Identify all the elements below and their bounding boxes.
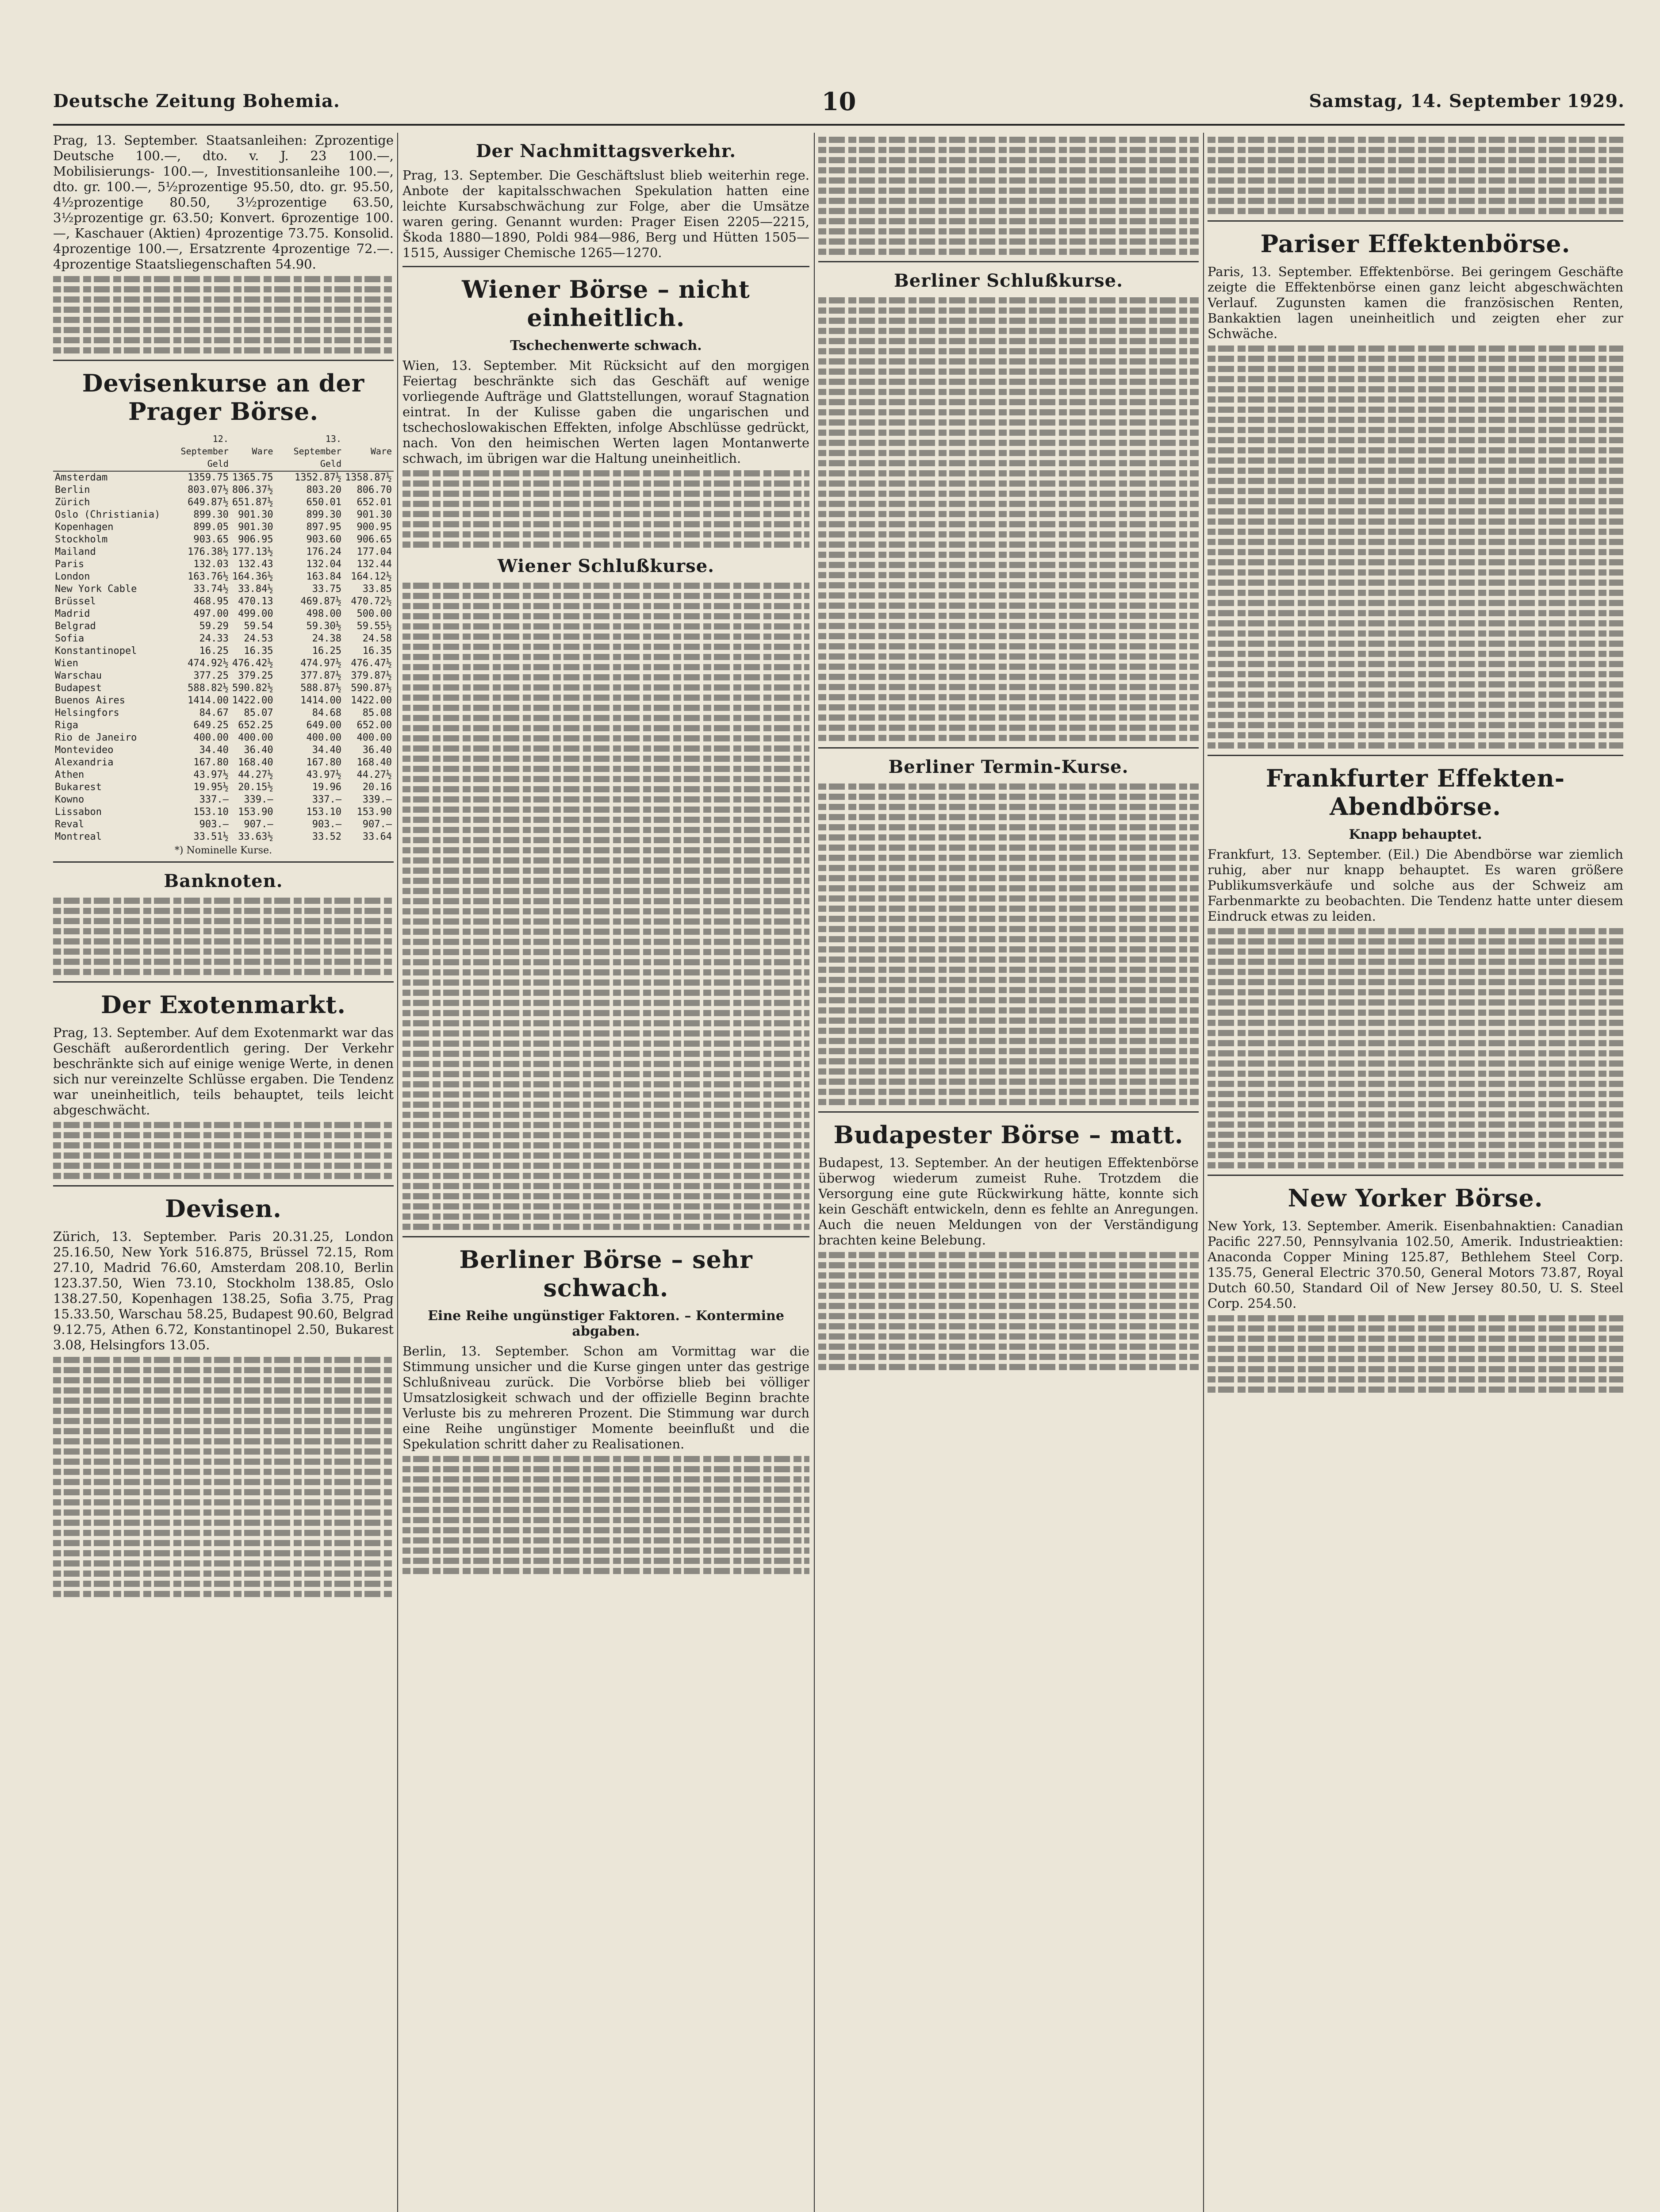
frankfurter-text: Frankfurt, 13. September. (Eil.) Die Abendbörse war ziemlich ruhig, aber nur knapp behauptet. Es waren größere Publikumsverkäufe und solche aus der Schweiz am Farbenmarkte zu beobachten. Die Tendenz hatte unter diesem Eindruck etwas zu leiden. (1208, 847, 1623, 924)
rate-cell: 132.03 (193, 559, 229, 570)
divider (53, 360, 394, 361)
rate-cell: 803.07½ (188, 484, 229, 495)
rate-cell: 85.08 (362, 707, 392, 718)
table-row (53, 682, 394, 695)
masthead-rule (53, 124, 1625, 126)
currency-name: Madrid (55, 608, 90, 619)
rate-cell: 34.40 (199, 745, 229, 756)
rate-cell: 400.00 (357, 732, 392, 743)
text-lines (1208, 346, 1623, 749)
table-row (53, 633, 394, 645)
table-row (53, 769, 394, 781)
page-number: 10 (821, 87, 856, 116)
divider (818, 747, 1199, 749)
rate-cell: 164.12½ (351, 571, 392, 582)
rate-cell: 903.— (199, 819, 229, 830)
rate-cell: 899.30 (193, 509, 229, 520)
banknoten-heading: Banknoten. (164, 871, 283, 891)
rate-cell: 806.70 (357, 484, 392, 495)
devisen-text: Zürich, 13. September. Paris 20.31.25, London 25.16.50, New York 516.875, Brüssel 72.15, Rom 27.10, Madrid 76.60, Amsterdam 208.10, Berlin 123.37.50, Wien 73.10, Stockholm 138.85, Oslo 138.27.50, Kopenhagen 138.25, Sofia 3.75, Prag 15.33.50, Warschau 58.25, Budapest 90.60, Belgrad 9.12.75, Athen 6.72, Konstantinopel 2.50, Bukarest 3.08, Helsingfors 13.05. (53, 1229, 394, 1352)
rate-cell: 476.42½ (232, 658, 273, 669)
berliner-termin-heading: Berliner Termin-Kurse. (888, 757, 1129, 777)
rate-cell: 903.— (312, 819, 342, 830)
table-row (53, 831, 394, 843)
berliner-boerse-heading: Berliner Börse – sehr schwach. (459, 1245, 753, 1302)
quote-lines (403, 583, 809, 1230)
rate-cell: 59.54 (244, 621, 273, 632)
rate-cell: 901.30 (238, 509, 273, 520)
table-row (53, 781, 394, 794)
rate-cell: 1422.00 (351, 695, 392, 706)
frankfurter-heading: Frankfurter Effekten-Abendbörse. (1265, 764, 1565, 821)
divider (1208, 1175, 1623, 1176)
rate-cell: 1352.87½ (295, 472, 342, 483)
rate-cell: 36.40 (244, 745, 273, 756)
masthead-date: Samstag, 14. September 1929. (1309, 91, 1625, 111)
table-header-cell: 13. September Geld (275, 432, 343, 471)
currency-name: Paris (55, 559, 84, 570)
rate-cell: 652.00 (357, 720, 392, 731)
rate-cell: 24.33 (199, 633, 229, 644)
currency-name: Konstantinopel (55, 645, 137, 657)
rate-cell: 153.90 (357, 806, 392, 818)
column-3 (818, 133, 1199, 2212)
divider (53, 1185, 394, 1187)
table-row (53, 521, 394, 534)
table-row (53, 620, 394, 633)
rate-cell: 16.25 (199, 645, 229, 657)
rate-cell: 19.96 (312, 782, 342, 793)
rate-cell: 167.80 (193, 757, 229, 768)
table-row (53, 546, 394, 558)
devisenkurse-table (53, 432, 394, 843)
currency-name: New York Cable (55, 584, 137, 595)
currency-name: Sofia (55, 633, 84, 644)
exotenmarkt-heading: Der Exotenmarkt. (100, 991, 346, 1019)
text-lines (818, 1252, 1199, 1370)
rate-cell: 474.97½ (300, 658, 342, 669)
rate-cell: 339.— (244, 794, 273, 805)
currency-name: Montreal (55, 831, 102, 842)
table-row (53, 806, 394, 818)
text-lines (1208, 137, 1623, 214)
table-row (53, 645, 394, 657)
rate-cell: 16.35 (244, 645, 273, 657)
quote-lines (818, 297, 1199, 741)
text-lines (1208, 928, 1623, 1168)
currency-name: Brüssel (55, 596, 96, 607)
rate-cell: 470.13 (238, 596, 273, 607)
masthead (53, 87, 1625, 122)
rate-cell: 907.— (362, 819, 392, 830)
currency-name: Belgrad (55, 621, 96, 632)
pariser-heading: Pariser Effektenbörse. (1260, 230, 1571, 258)
currency-name: Riga (55, 720, 78, 731)
rate-cell: 474.92½ (188, 658, 229, 669)
rate-cell: 400.00 (238, 732, 273, 743)
currency-name: Stockholm (55, 534, 108, 545)
divider (818, 261, 1199, 262)
budapester-text: Budapest, 13. September. An der heutigen Effektenbörse überwog wiederum zumeist Ruhe. Trotzdem die Versorgung eine gute Rückwirkung hätte, konnte sich kein Geschäft entwickeln, denn es fehlte an Anregungen. Auch die neuen Meldungen von der Verständigung brachten keine Belebung. (818, 1155, 1199, 1248)
rate-cell: 497.00 (193, 608, 229, 619)
rate-cell: 43.97½ (306, 769, 342, 780)
rate-cell: 806.37½ (232, 484, 273, 495)
frankfurter-subheading: Knapp behauptet. (1349, 827, 1482, 842)
rate-cell: 400.00 (306, 732, 342, 743)
table-row (53, 484, 394, 496)
rate-cell: 499.00 (238, 608, 273, 619)
text-lines (53, 898, 394, 975)
rate-cell: 377.25 (193, 670, 229, 681)
rate-cell: 899.05 (193, 522, 229, 533)
rate-cell: 907.— (244, 819, 273, 830)
rate-cell: 903.65 (193, 534, 229, 545)
berliner-schlusskurse-heading: Berliner Schlußkurse. (893, 270, 1123, 291)
rate-cell: 649.87½ (188, 497, 229, 508)
column-4 (1208, 133, 1623, 2212)
table-row (53, 744, 394, 757)
rate-cell: 16.25 (312, 645, 342, 657)
rate-cell: 59.30½ (306, 621, 342, 632)
rate-cell: 168.40 (357, 757, 392, 768)
rate-cell: 379.87½ (351, 670, 392, 681)
rate-cell: 498.00 (306, 608, 342, 619)
rate-cell: 500.00 (357, 608, 392, 619)
divider (53, 981, 394, 983)
rate-cell: 176.38½ (188, 546, 229, 557)
rate-cell: 377.87½ (300, 670, 342, 681)
table-row (53, 695, 394, 707)
table-row (53, 757, 394, 769)
divider (403, 1236, 809, 1237)
rate-cell: 337.— (312, 794, 342, 805)
rate-cell: 16.35 (362, 645, 392, 657)
divider (818, 1111, 1199, 1113)
rate-cell: 337.— (199, 794, 229, 805)
rate-cell: 44.27½ (357, 769, 392, 780)
quote-lines (818, 783, 1199, 1105)
column-divider (814, 133, 815, 2212)
rate-cell: 1359.75 (188, 472, 229, 483)
currency-name: Budapest (55, 683, 102, 694)
berliner-boerse-text: Berlin, 13. September. Schon am Vormittag war die Stimmung unsicher und die Kurse gingen unter das gestrige Schlußniveau zurück. Die Vorbörse blieb bei völliger Umsatzlosigkeit schwach und der offizielle Beginn brachte Verluste bis zu mehreren Prozent. Die Stimmung war durch eine Reihe ungünstiger Momente beeinflußt und die Spekulation schritt daher zu Realisationen. (403, 1344, 809, 1452)
rate-cell: 476.47½ (351, 658, 392, 669)
rate-cell: 167.80 (306, 757, 342, 768)
rate-cell: 24.53 (244, 633, 273, 644)
currency-name: Oslo (Christiania) (55, 509, 161, 520)
table-row (53, 571, 394, 583)
currency-name: Berlin (55, 484, 90, 495)
rate-cell: 590.87½ (351, 683, 392, 694)
text-lines (818, 137, 1199, 255)
rate-cell: 33.51½ (193, 831, 229, 842)
rate-cell: 400.00 (193, 732, 229, 743)
rate-cell: 1358.87½ (345, 472, 392, 483)
rate-cell: 153.10 (306, 806, 342, 818)
rate-cell: 379.25 (238, 670, 273, 681)
currency-name: Warschau (55, 670, 102, 681)
rate-cell: 132.04 (306, 559, 342, 570)
text-lines (53, 1357, 394, 1597)
table-row (53, 558, 394, 571)
rate-cell: 1414.00 (300, 695, 342, 706)
rate-cell: 1365.75 (232, 472, 273, 483)
rate-cell: 59.55½ (357, 621, 392, 632)
rate-cell: 468.95 (193, 596, 229, 607)
rate-cell: 153.90 (238, 806, 273, 818)
currency-name: Kowno (55, 794, 84, 805)
rate-cell: 177.13½ (232, 546, 273, 557)
nachmittagsverkehr-text: Prag, 13. September. Die Geschäftslust blieb weiterhin rege. Anbote der kapitalsschwachen Spekulation hatten eine leichte Kursabschwächung zur Folge, aber die Umsätze waren gering. Genannt wurden: Prager Eisen 2205—2215, Škoda 1880—1890, Poldi 984—986, Berg und Hütten 1505—1515, Aussiger Chemische 1265—1270. (403, 168, 809, 260)
rate-cell: 43.97½ (193, 769, 229, 780)
rate-cell: 163.76½ (188, 571, 229, 582)
rate-cell: 649.25 (193, 720, 229, 731)
wiener-boerse-heading: Wiener Börse – nicht einheitlich. (462, 275, 750, 332)
pariser-text: Paris, 13. September. Effektenbörse. Bei geringem Geschäfte zeigte die Effektenbörse einen ganz leicht abgeschwächten Verlauf. Zugunsten kamen die französischen Renten, Bankaktien lagen uneinheitlich und zeigten eher zur Schwäche. (1208, 264, 1623, 341)
budapester-heading: Budapester Börse – matt. (833, 1121, 1184, 1149)
footnote: *) Nominelle Kurse. (174, 845, 272, 856)
rate-cell: 132.43 (238, 559, 273, 570)
rate-cell: 33.85 (362, 584, 392, 595)
currency-name: Zürich (55, 497, 90, 508)
rate-cell: 20.16 (362, 782, 392, 793)
rate-cell: 897.95 (306, 522, 342, 533)
devisen-heading: Devisen. (165, 1194, 282, 1223)
rate-cell: 164.36½ (232, 571, 273, 582)
exotenmarkt-text: Prag, 13. September. Auf dem Exotenmarkt war das Geschäft außerordentlich gering. Der Verkehr beschränkte sich auf einige wenige Werte, in denen sich nur vereinzelte Schlüsse ergaben. Die Tendenz war uneinheitlich, teils behauptet, teils leicht abgeschwächt. (53, 1025, 394, 1118)
rate-cell: 590.82½ (232, 683, 273, 694)
divider (1208, 220, 1623, 222)
rate-cell: 906.95 (238, 534, 273, 545)
rate-cell: 1414.00 (188, 695, 229, 706)
rate-cell: 470.72½ (351, 596, 392, 607)
rate-cell: 33.74½ (193, 584, 229, 595)
newyorker-text: New York, 13. September. Amerik. Eisenbahnaktien: Canadian Pacific 227.50, Pennsylvania 102.50, Amerik. Industrieaktien: Anaconda Copper Mining 125.87, Bethlehem Steel Corp. 135.75, General Electric 370.50, General Motors 73.87, Royal Dutch 60.50, Standard Oil of New Jersey 80.50, U. S. Steel Corp. 254.50. (1208, 1218, 1623, 1311)
nachmittagsverkehr-heading: Der Nachmittagsverkehr. (475, 141, 736, 161)
currency-name: Helsingfors (55, 707, 119, 718)
rate-cell: 33.75 (312, 584, 342, 595)
rate-cell: 85.07 (244, 707, 273, 718)
rate-cell: 33.52 (312, 831, 342, 842)
newyorker-heading: New Yorker Börse. (1288, 1184, 1543, 1212)
wiener-boerse-subheading: Tschechenwerte schwach. (510, 338, 702, 353)
currency-name: Bukarest (55, 782, 102, 793)
currency-name: Amsterdam (55, 472, 108, 483)
currency-name: Athen (55, 769, 84, 780)
text-lines (403, 1456, 809, 1574)
berliner-boerse-subheading: Eine Reihe ungünstiger Faktoren. – Konterminе abgaben. (428, 1308, 784, 1339)
masthead-title: Deutsche Zeitung Bohemia. (53, 91, 340, 111)
table-row (53, 707, 394, 719)
rate-cell: 24.38 (312, 633, 342, 644)
table-header-cell (53, 432, 162, 471)
currency-name: Montevideo (55, 745, 114, 756)
text-lines (53, 276, 394, 353)
column-divider (1203, 133, 1204, 2212)
rate-cell: 649.00 (306, 720, 342, 731)
rate-cell: 901.30 (357, 509, 392, 520)
rate-cell: 44.27½ (238, 769, 273, 780)
table-row (53, 818, 394, 831)
rate-cell: 899.30 (306, 509, 342, 520)
table-row (53, 595, 394, 608)
rate-cell: 650.01 (306, 497, 342, 508)
rate-cell: 588.82½ (188, 683, 229, 694)
text-lines (53, 1122, 394, 1179)
currency-name: London (55, 571, 90, 582)
table-row (53, 471, 394, 484)
table-row (53, 732, 394, 744)
table-row (53, 608, 394, 620)
currency-name: Wien (55, 658, 78, 669)
wiener-schlusskurse-heading: Wiener Schlußkurse. (497, 556, 715, 576)
rate-cell: 176.24 (306, 546, 342, 557)
rate-cell: 652.01 (357, 497, 392, 508)
rate-cell: 1422.00 (232, 695, 273, 706)
column-2 (403, 133, 809, 2212)
table-header-cell: Ware (230, 432, 275, 471)
rate-cell: 803.20 (306, 484, 342, 495)
table-header-cell: Ware (343, 432, 394, 471)
rate-cell: 177.04 (357, 546, 392, 557)
table-row (53, 534, 394, 546)
rate-cell: 19.95½ (193, 782, 229, 793)
table-row (53, 496, 394, 509)
table-row (53, 509, 394, 521)
rate-cell: 20.15½ (238, 782, 273, 793)
table-row (53, 670, 394, 682)
rate-cell: 903.60 (306, 534, 342, 545)
text-lines (403, 470, 809, 548)
rate-cell: 84.67 (199, 707, 229, 718)
column-divider (397, 133, 398, 2212)
table-row (53, 657, 394, 670)
table-row (53, 583, 394, 595)
rate-cell: 33.64 (362, 831, 392, 842)
rate-cell: 84.68 (312, 707, 342, 718)
rate-cell: 163.84 (306, 571, 342, 582)
rate-cell: 652.25 (238, 720, 273, 731)
text-lines (1208, 1315, 1623, 1393)
rate-cell: 168.40 (238, 757, 273, 768)
currency-name: Reval (55, 819, 84, 830)
rate-cell: 906.65 (357, 534, 392, 545)
divider (53, 861, 394, 863)
rate-cell: 469.87½ (300, 596, 342, 607)
rate-cell: 24.58 (362, 633, 392, 644)
rate-cell: 901.30 (238, 522, 273, 533)
currency-name: Kopenhagen (55, 522, 114, 533)
column-1 (53, 133, 394, 2212)
rate-cell: 36.40 (362, 745, 392, 756)
rate-cell: 59.29 (199, 621, 229, 632)
rate-cell: 588.87½ (300, 683, 342, 694)
staatsanleihen-text: Prag, 13. September. Staatsanleihen: Zprozentige Deutsche 100.—, dto. v. J. 23 100.—, Mobilisierungs- 100.—, Investitionsanleihe 100.—, dto. gr. 100.—, 5½prozentige 95.50, dto. gr. 95.50, 4½prozentige 80.50, 3½prozentige 63.50, 3½prozentige gr. 63.50; Konvert. 6prozentige 100.—, Kaschauer (Aktien) 4prozentige 73.75. Konsolid. 4prozentige 100.—, Ersatzrente 4prozentige 72.—. 4prozentige Staatsliegenschaften 54.90. (53, 133, 394, 272)
currency-name: Lissabon (55, 806, 102, 818)
rate-cell: 132.44 (357, 559, 392, 570)
rate-cell: 33.84½ (238, 584, 273, 595)
wiener-boerse-text: Wien, 13. September. Mit Rücksicht auf den morgigen Feiertag beschränkte sich das Geschäft auf wenige vorliegende Aufträge und Glattstellungen, worauf Stagnation eintrat. In der Kulisse gaben die ungarischen und tschechoslowakischen Effekten, infolge Abschlüsse gedrückt, nach. Von den heimischen Werten lagen Montanwerte schwach, im übrigen war die Haltung uneinheitlich. (403, 358, 809, 466)
rate-cell: 34.40 (312, 745, 342, 756)
table-row (53, 794, 394, 806)
rate-cell: 339.— (362, 794, 392, 805)
rate-cell: 651.87½ (232, 497, 273, 508)
rate-cell: 33.63½ (238, 831, 273, 842)
table-row (53, 719, 394, 732)
rate-cell: 153.10 (193, 806, 229, 818)
devisenkurse-heading: Devisenkurse an der Prager Börse. (82, 369, 365, 426)
divider (1208, 755, 1623, 756)
divider (403, 266, 809, 267)
currency-name: Rio de Janeiro (55, 732, 137, 743)
currency-name: Alexandria (55, 757, 114, 768)
currency-name: Mailand (55, 546, 96, 557)
currency-name: Buenos Aires (55, 695, 125, 706)
rate-cell: 900.95 (357, 522, 392, 533)
table-header-cell: 12. September Geld (162, 432, 230, 471)
